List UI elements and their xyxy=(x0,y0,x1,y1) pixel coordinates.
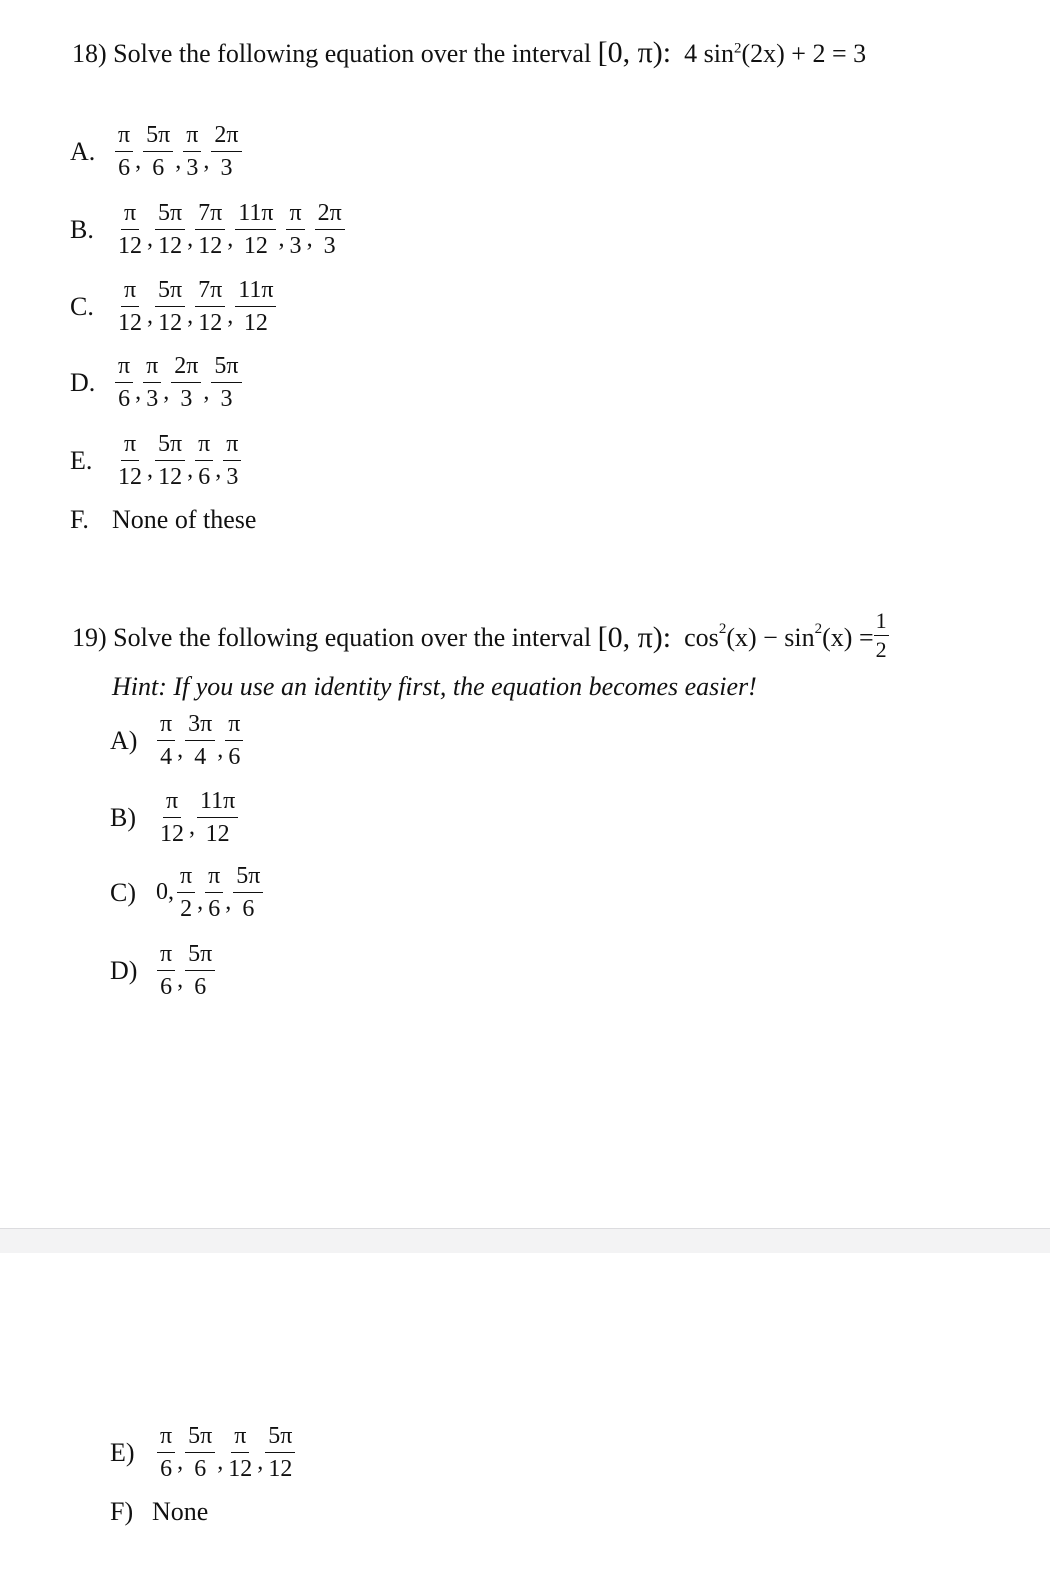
fraction xyxy=(143,354,161,411)
fraction xyxy=(265,1424,295,1481)
question-number: 18) xyxy=(72,39,107,68)
denominator: 12 xyxy=(268,1456,293,1482)
denominator: 6 xyxy=(160,974,173,1000)
comma: , xyxy=(227,303,234,329)
comma: , xyxy=(147,226,153,252)
q18-option-5[interactable] xyxy=(70,432,242,489)
numerator: 5π xyxy=(233,864,263,893)
option-answer xyxy=(114,432,242,489)
comma: , xyxy=(135,148,142,174)
fraction xyxy=(143,123,173,180)
option-answer xyxy=(114,123,243,180)
denominator: 6 xyxy=(228,744,241,770)
fraction xyxy=(157,942,175,999)
fraction xyxy=(197,789,238,846)
fraction xyxy=(185,942,215,999)
comma: , xyxy=(278,226,285,252)
comma: , xyxy=(187,226,194,252)
eq-end: (x) = xyxy=(822,622,874,652)
denominator: 6 xyxy=(194,974,207,1000)
denominator: 6 xyxy=(160,1456,173,1482)
option-letter: F) xyxy=(110,1497,134,1526)
option-letter: A) xyxy=(110,725,138,755)
comma: , xyxy=(135,379,142,405)
option-letter: B. xyxy=(70,214,94,244)
denominator: 12 xyxy=(198,310,223,336)
equation-rest: (2x) + 2 = 3 xyxy=(741,39,867,68)
fraction xyxy=(185,1424,215,1481)
comma: , xyxy=(215,457,222,483)
option-letter: F. xyxy=(70,505,89,534)
interval: [0, π): xyxy=(597,36,672,69)
denominator: 6 xyxy=(198,464,211,490)
numerator: π xyxy=(157,712,175,741)
numerator: 5π xyxy=(185,942,215,971)
option-text: None xyxy=(152,1497,209,1526)
denominator: 12 xyxy=(118,310,142,336)
comma: , xyxy=(175,148,182,174)
q18-option-2[interactable] xyxy=(70,201,346,258)
fraction xyxy=(171,354,201,411)
denominator: 12 xyxy=(118,233,142,259)
fraction xyxy=(183,123,201,180)
denominator: 6 xyxy=(194,1456,207,1482)
denominator: 6 xyxy=(242,896,255,922)
comma: , xyxy=(257,1449,264,1475)
numerator: 11π xyxy=(235,278,276,307)
comma: , xyxy=(189,814,195,840)
fraction xyxy=(177,864,195,921)
equation-coef: 4 sin xyxy=(684,39,734,68)
numerator: 5π xyxy=(155,201,185,230)
denominator: 2 xyxy=(180,896,193,922)
denominator: 12 xyxy=(158,310,183,336)
q19-option-5[interactable] xyxy=(110,1424,296,1481)
fraction xyxy=(235,201,276,258)
fraction xyxy=(115,278,145,335)
comma: , xyxy=(177,1449,184,1475)
option-letter: E. xyxy=(70,445,93,475)
numerator: π xyxy=(183,123,201,152)
fraction xyxy=(233,864,263,921)
comma: , xyxy=(217,1449,224,1475)
option-text: None of these xyxy=(112,505,257,534)
denominator: 12 xyxy=(243,310,268,336)
fraction xyxy=(115,432,145,489)
rhs-numerator: 1 xyxy=(874,610,889,636)
denominator: 12 xyxy=(118,464,142,490)
denominator: 12 xyxy=(228,1456,253,1482)
comma: , xyxy=(306,226,313,252)
numerator: 7π xyxy=(195,201,225,230)
denominator: 12 xyxy=(205,821,230,847)
option-letter: E) xyxy=(110,1437,135,1467)
numerator: π xyxy=(225,712,243,741)
question-prompt: Solve the following equation over the interval xyxy=(113,622,592,652)
comma: , xyxy=(147,303,153,329)
numerator: 7π xyxy=(195,278,225,307)
fraction xyxy=(235,278,276,335)
denominator: 3 xyxy=(186,155,199,181)
comma: , xyxy=(187,303,194,329)
comma: , xyxy=(217,737,224,763)
numerator: π xyxy=(177,864,195,893)
fraction xyxy=(155,201,185,258)
option-answer xyxy=(156,789,239,846)
option-answer xyxy=(156,1424,296,1481)
denominator: 3 xyxy=(226,464,239,490)
comma: , xyxy=(177,967,184,993)
fraction xyxy=(115,201,145,258)
denominator: 3 xyxy=(220,155,233,181)
option-letter: A. xyxy=(70,136,96,166)
denominator: 4 xyxy=(160,744,173,770)
fraction xyxy=(223,432,241,489)
option-letter: C. xyxy=(70,291,94,321)
option-answer xyxy=(114,201,346,258)
numerator: π xyxy=(115,123,133,152)
q19-option-f[interactable] xyxy=(110,1497,208,1527)
numerator: π xyxy=(195,432,213,461)
fraction xyxy=(185,712,215,769)
equation-exponent: 2 xyxy=(733,40,742,57)
numerator: 5π xyxy=(265,1424,295,1453)
fraction xyxy=(315,201,345,258)
numerator: 2π xyxy=(315,201,345,230)
numerator: π xyxy=(121,432,139,461)
question-prompt: Solve the following equation over the interval xyxy=(113,39,592,68)
option-answer xyxy=(156,712,244,769)
comma: , xyxy=(177,737,184,763)
numerator: 5π xyxy=(155,278,185,307)
denominator: 6 xyxy=(152,155,165,181)
comma: , xyxy=(227,226,234,252)
numerator: π xyxy=(115,354,133,383)
numerator: π xyxy=(121,278,139,307)
fraction xyxy=(155,432,185,489)
option-letter: B) xyxy=(110,802,136,832)
denominator: 4 xyxy=(194,744,207,770)
fraction xyxy=(211,354,241,411)
numerator: 2π xyxy=(171,354,201,383)
question-19-stem xyxy=(72,608,889,663)
comma: , xyxy=(197,889,204,915)
option-answer xyxy=(156,942,216,999)
denominator: 12 xyxy=(158,233,183,259)
numerator: 2π xyxy=(211,123,241,152)
q18-option-4[interactable] xyxy=(70,354,243,411)
numerator: π xyxy=(143,354,161,383)
numerator: π xyxy=(163,789,181,818)
fraction xyxy=(205,864,223,921)
denominator: 12 xyxy=(243,233,268,259)
denominator: 3 xyxy=(180,386,193,412)
fraction xyxy=(155,278,185,335)
option-letter: C) xyxy=(110,877,136,907)
fraction xyxy=(157,712,175,769)
denominator: 6 xyxy=(118,155,131,181)
option-letter: D. xyxy=(70,367,96,397)
numerator: π xyxy=(286,201,304,230)
question-number: 19) xyxy=(72,622,107,652)
denominator: 12 xyxy=(198,233,223,259)
numerator: π xyxy=(157,942,175,971)
numerator: π xyxy=(121,201,139,230)
option-answer xyxy=(156,864,264,921)
fraction xyxy=(195,432,213,489)
numerator: π xyxy=(205,864,223,893)
numerator: 5π xyxy=(143,123,173,152)
question-18-stem xyxy=(72,38,866,68)
fraction xyxy=(115,123,133,180)
denominator: 6 xyxy=(208,896,221,922)
numerator: 11π xyxy=(197,789,238,818)
interval: [0, π): xyxy=(597,620,672,654)
comma: , xyxy=(147,457,153,483)
q18-option-1[interactable] xyxy=(70,123,243,180)
eq-mid: (x) − sin xyxy=(726,622,815,652)
fraction xyxy=(195,201,225,258)
numerator: π xyxy=(223,432,241,461)
fraction xyxy=(157,1424,175,1481)
fraction xyxy=(157,789,187,846)
q19-option-2[interactable] xyxy=(110,789,239,846)
numerator: 11π xyxy=(235,201,276,230)
numerator: π xyxy=(231,1424,249,1453)
q19-option-4[interactable] xyxy=(110,942,216,999)
eq-exp-1: 2 xyxy=(718,621,727,637)
fraction xyxy=(286,201,304,258)
denominator: 3 xyxy=(146,386,159,412)
option-prefix: 0, xyxy=(156,879,174,905)
option-answer xyxy=(114,354,243,411)
comma: , xyxy=(163,379,170,405)
eq-exp-2: 2 xyxy=(814,621,823,637)
option-letter: D) xyxy=(110,955,138,985)
page-separator xyxy=(0,1228,1050,1253)
option-answer xyxy=(114,278,277,335)
comma: , xyxy=(225,889,232,915)
numerator: 3π xyxy=(185,712,215,741)
denominator: 3 xyxy=(220,386,233,412)
denominator: 12 xyxy=(160,821,184,847)
denominator: 3 xyxy=(323,233,336,259)
denominator: 6 xyxy=(118,386,131,412)
fraction xyxy=(195,278,225,335)
hint-text: Hint: If you use an identity first, the equation becomes easier! xyxy=(112,672,757,701)
numerator: π xyxy=(157,1424,175,1453)
fraction xyxy=(225,1424,255,1481)
comma: , xyxy=(203,379,210,405)
q19-option-3[interactable] xyxy=(110,864,264,921)
rhs-fraction xyxy=(874,610,889,661)
comma: , xyxy=(203,148,210,174)
numerator: 5π xyxy=(155,432,185,461)
eq-cos: cos xyxy=(684,622,719,652)
rhs-denominator: 2 xyxy=(875,637,887,662)
numerator: 5π xyxy=(211,354,241,383)
q18-option-f[interactable] xyxy=(70,505,256,535)
comma: , xyxy=(187,457,194,483)
q19-option-1[interactable] xyxy=(110,712,244,769)
fraction xyxy=(211,123,241,180)
denominator: 12 xyxy=(158,464,183,490)
numerator: 5π xyxy=(185,1424,215,1453)
q18-option-3[interactable] xyxy=(70,278,277,335)
denominator: 3 xyxy=(289,233,302,259)
fraction xyxy=(225,712,243,769)
fraction xyxy=(115,354,133,411)
